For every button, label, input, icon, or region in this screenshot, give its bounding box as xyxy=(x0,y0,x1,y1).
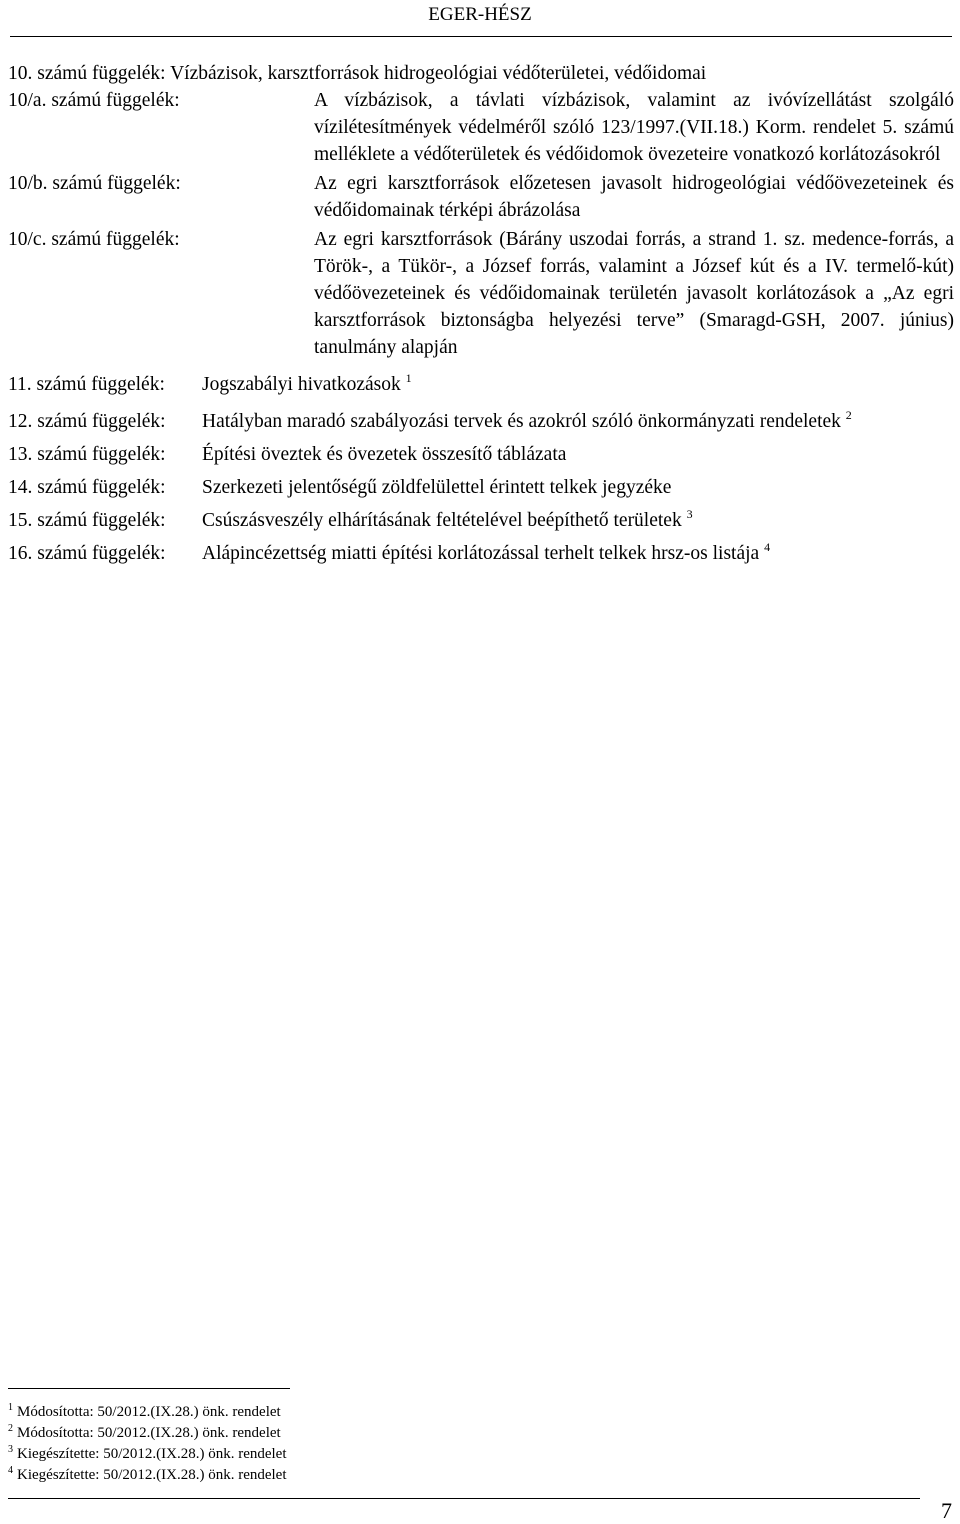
appendix-10c-label: 10/c. számú függelék: xyxy=(8,229,180,250)
appendix-11 xyxy=(8,371,954,398)
footnote-text: Módosította: 50/2012.(IX.28.) önk. rendelet xyxy=(17,1425,281,1441)
appendix-10b xyxy=(8,170,954,224)
appendix-14-text: Szerkezeti jelentőségű zöldfelülettel érintett telkek jegyzéke xyxy=(202,477,672,498)
appendix-11-text: Jogszabályi hivatkozások xyxy=(202,374,401,395)
footnote-ref-1[interactable]: 1 xyxy=(405,371,412,385)
footnote-text: Módosította: 50/2012.(IX.28.) önk. rendelet xyxy=(17,1404,281,1420)
appendix-14-label: 14. számú függelék: xyxy=(8,477,166,498)
appendix-15-text: Csúszásveszély elhárításának feltételével beépíthető területek xyxy=(202,510,682,531)
appendix-16-text: Alápincézettség miatti építési korlátozással terhelt telkek hrsz-os listája xyxy=(202,543,760,564)
appendix-10b-text: Az egri karsztforrások előzetesen javasolt hidrogeológiai védőövezeteinek és védőidomainak térképi ábrázolása xyxy=(314,173,954,221)
footnote-ref-3[interactable]: 3 xyxy=(686,507,693,521)
page-number: 7 xyxy=(941,1498,952,1523)
appendix-10c xyxy=(8,226,954,361)
appendix-12-text: Hatályban maradó szabályozási tervek és azokról szóló önkormányzati rendeletek xyxy=(202,411,841,432)
footnote-text: Kiegészítette: 50/2012.(IX.28.) önk. rendelet xyxy=(17,1467,287,1483)
footnotes xyxy=(8,1402,287,1486)
footnote xyxy=(8,1465,287,1486)
appendix-11-label: 11. számú függelék: xyxy=(8,374,165,395)
footnote-ref-4[interactable]: 4 xyxy=(764,540,771,554)
appendix-10b-label: 10/b. számú függelék: xyxy=(8,173,181,194)
appendix-13-text: Építési öveztek és övezetek összesítő táblázata xyxy=(202,444,567,465)
appendix-10: 10. számú függelék: Vízbázisok, karsztforrások hidrogeológiai védőterületei, védőidomai xyxy=(8,63,707,84)
footnote xyxy=(8,1444,287,1465)
appendix-13 xyxy=(8,441,954,468)
footnote xyxy=(8,1402,287,1423)
appendix-13-label: 13. számú függelék: xyxy=(8,444,166,465)
footnote-number: 4 xyxy=(8,1465,13,1476)
footnote-number: 1 xyxy=(8,1402,13,1413)
footnote-text: Kiegészítette: 50/2012.(IX.28.) önk. rendelet xyxy=(17,1446,287,1462)
appendix-16 xyxy=(8,540,954,567)
footnote-ref-2[interactable]: 2 xyxy=(845,408,852,422)
appendix-16-label: 16. számú függelék: xyxy=(8,543,166,564)
appendix-10a xyxy=(8,87,954,168)
footnote xyxy=(8,1423,287,1444)
footnote-divider xyxy=(8,1388,290,1389)
appendix-10c-text: Az egri karsztforrások (Bárány uszodai forrás, a strand 1. sz. medence-forrás, a Török-, a Tükör-, a József forrás, valamint a József kút és a IV. termelő-kút) védőövezeteinek és védőidomainak területén javasolt korlátozások a „Az egri karsztforrások biztonságba helyezési terve” (Smaragd-GSH, 2007. június) tanulmány alapján xyxy=(314,229,954,358)
appendix-15-label: 15. számú függelék: xyxy=(8,510,166,531)
appendix-list xyxy=(8,60,954,567)
appendix-15 xyxy=(8,507,954,534)
footnote-number: 3 xyxy=(8,1444,13,1455)
footnote-number: 2 xyxy=(8,1423,13,1434)
appendix-14 xyxy=(8,474,954,501)
appendix-12 xyxy=(8,408,954,435)
header-divider xyxy=(10,36,952,37)
page-header-title: EGER-HÉSZ xyxy=(428,4,532,25)
appendix-10a-text: A vízbázisok, a távlati vízbázisok, valamint az ivóvízellátást szolgáló vízilétesítmények védelméről szóló 123/1997.(VII.18.) Korm. rendelet 5. számú melléklete a védőterületek és védőidomok övezeteire vonatkozó korlátozásokról xyxy=(314,90,954,165)
appendix-10a-label: 10/a. számú függelék: xyxy=(8,90,180,111)
appendix-12-label: 12. számú függelék: xyxy=(8,411,166,432)
footer-divider xyxy=(8,1498,920,1499)
